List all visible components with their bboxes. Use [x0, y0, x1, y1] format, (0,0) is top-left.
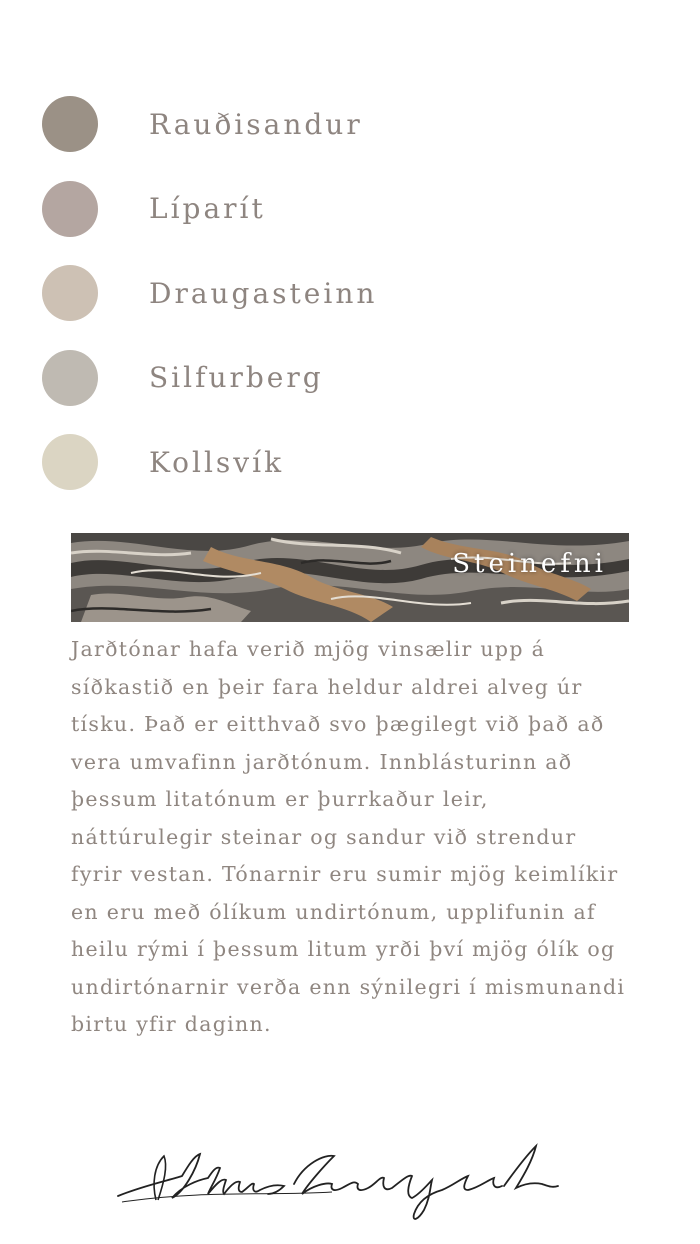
- swatch-color-dot: [42, 350, 98, 406]
- swatch-color-dot: [42, 181, 98, 237]
- swatch-name: Silfurberg: [149, 361, 324, 394]
- swatch-name: Kollsvík: [149, 445, 285, 479]
- swatch-row-1: [42, 96, 662, 152]
- banner-title: Steinefni: [452, 549, 607, 579]
- swatch-row-3: [42, 265, 662, 321]
- swatch-name: Líparít: [149, 192, 266, 225]
- swatch-row-5: [42, 434, 662, 490]
- description-paragraph: Jarðtónar hafa verið mjög vinsælir upp á síðkastið en þeir fara heldur aldrei alveg úr tísku. Það er eitthvað svo þægilegt við það að vera umvafinn jarðtónum. Innblásturinn að þessum litatónum er þurrkaður leir, náttúrulegir steinar og sandur við strendur fyrir vestan. Tónarnir eru sumir mjög keimlíkir en eru með ólíkum undirtónum, upplifunin af heilu rými í þessum litum yrði því mjög ólík og undirtónarnir verða enn sýnilegri í mismunandi birtu yfir daginn.: [71, 637, 626, 1036]
- swatch-row-4: [42, 350, 662, 406]
- swatch-color-dot: [42, 265, 98, 321]
- swatch-name: Rauðisandur: [149, 107, 363, 141]
- swatch-row-2: [42, 181, 662, 237]
- stone-texture-banner: [71, 533, 629, 622]
- handwritten-signature: [112, 1136, 562, 1226]
- swatch-color-dot: [42, 96, 98, 152]
- color-swatch-list: [42, 96, 662, 519]
- swatch-color-dot: [42, 434, 98, 490]
- swatch-name: Draugasteinn: [149, 276, 378, 310]
